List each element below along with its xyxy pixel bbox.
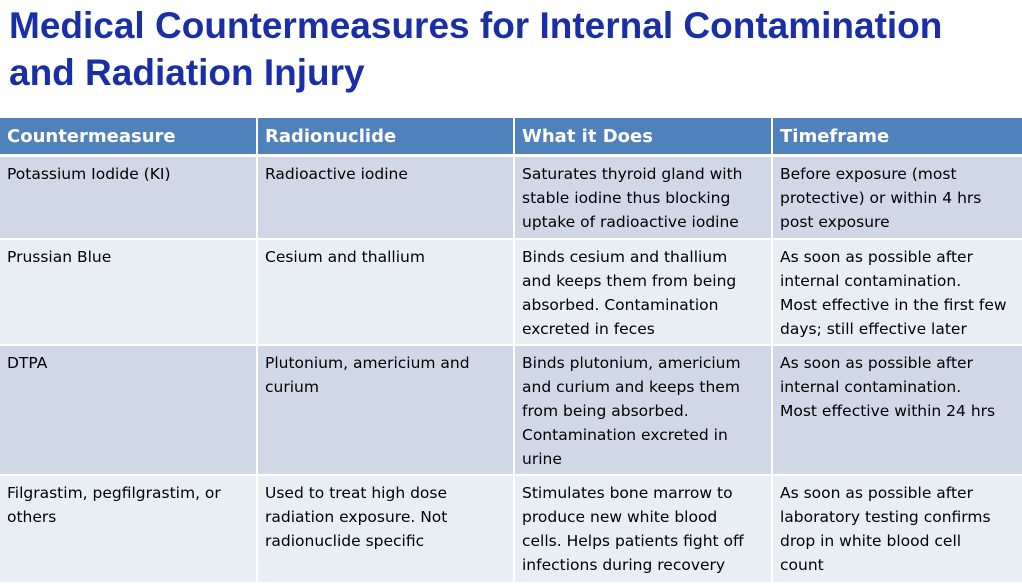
cell-what-it-does: Saturates thyroid gland with stable iodine thus blocking uptake of radioactive iodine <box>514 156 772 240</box>
table-header-row <box>0 118 1022 156</box>
table-row <box>0 475 1022 583</box>
cell-radionuclide: Plutonium, americium and curium <box>257 345 514 475</box>
cell-timeframe: As soon as possible after internal contamination. Most effective within 24 hrs <box>772 345 1022 475</box>
cell-timeframe: Before exposure (most protective) or within 4 hrs post exposure <box>772 156 1022 240</box>
cell-timeframe: As soon as possible after laboratory testing confirms drop in white blood cell count <box>772 475 1022 583</box>
header-timeframe: Timeframe <box>772 118 1022 156</box>
table-row <box>0 345 1022 475</box>
cell-countermeasure: Filgrastim, pegfilgrastim, or others <box>0 475 257 583</box>
title-line-2: and Radiation Injury <box>9 52 365 93</box>
title-line-1: Medical Countermeasures for Internal Contamination <box>9 5 943 46</box>
countermeasures-table <box>0 118 1022 584</box>
cell-countermeasure: DTPA <box>0 345 257 475</box>
header-radionuclide: Radionuclide <box>257 118 514 156</box>
cell-countermeasure: Potassium Iodide (KI) <box>0 156 257 240</box>
table-row <box>0 156 1022 240</box>
cell-radionuclide: Radioactive iodine <box>257 156 514 240</box>
header-countermeasure: Countermeasure <box>0 118 257 156</box>
cell-radionuclide: Cesium and thallium <box>257 239 514 345</box>
cell-radionuclide: Used to treat high dose radiation exposure. Not radionuclide specific <box>257 475 514 583</box>
table-row <box>0 239 1022 345</box>
header-what-it-does: What it Does <box>514 118 772 156</box>
page-title <box>9 2 1019 96</box>
cell-what-it-does: Binds cesium and thallium and keeps them from being absorbed. Contamination excreted in feces <box>514 239 772 345</box>
cell-timeframe: As soon as possible after internal contamination. Most effective in the first few days; still effective later <box>772 239 1022 345</box>
cell-what-it-does: Binds plutonium, americium and curium and keeps them from being absorbed. Contamination excreted in urine <box>514 345 772 475</box>
cell-countermeasure: Prussian Blue <box>0 239 257 345</box>
cell-what-it-does: Stimulates bone marrow to produce new white blood cells. Helps patients fight off infections during recovery <box>514 475 772 583</box>
